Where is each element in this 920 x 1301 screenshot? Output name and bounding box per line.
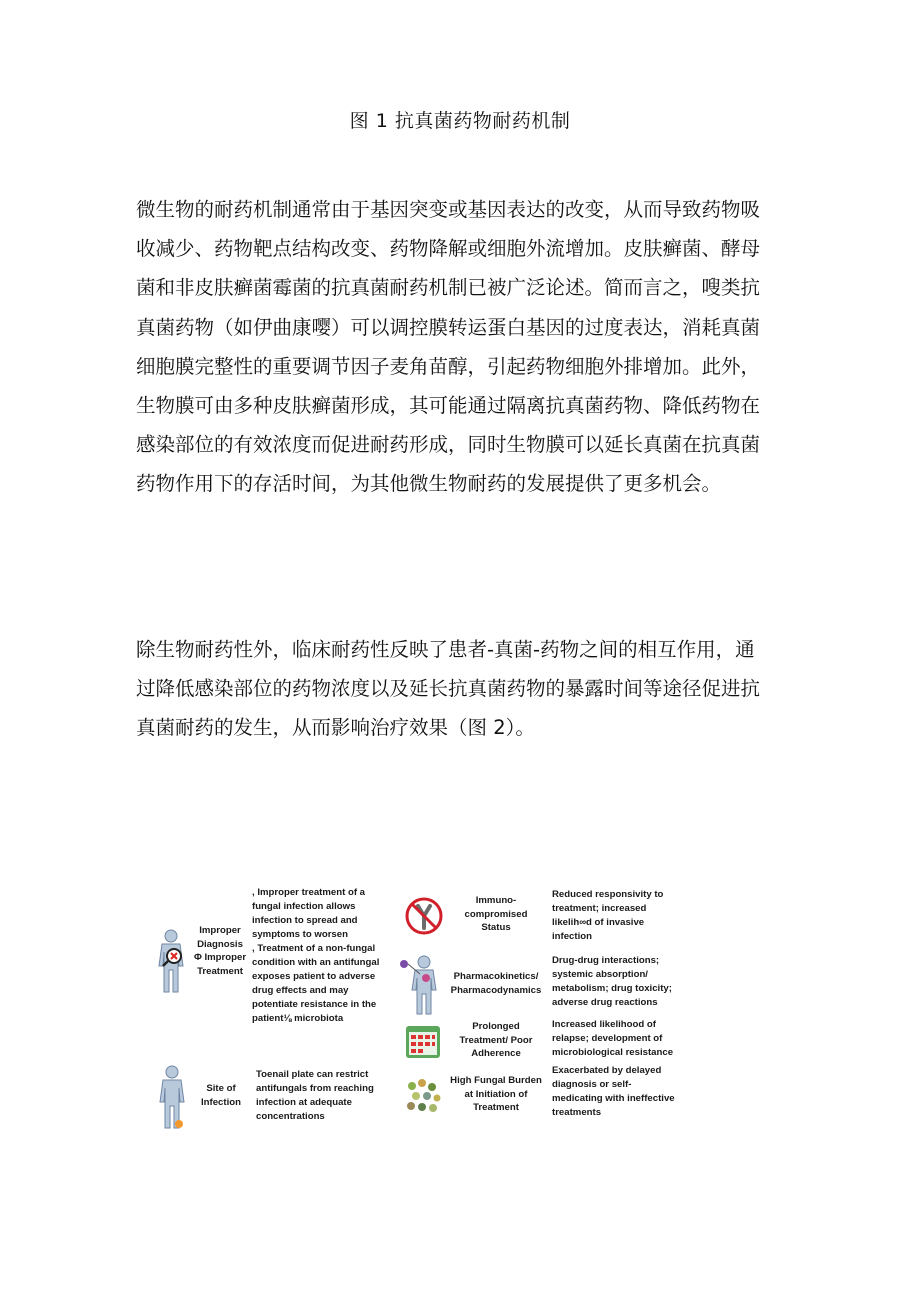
figure-desc-line: potentiate resistance in the — [252, 999, 377, 1010]
figure-label-line: Treatment/ Poor — [459, 1034, 533, 1046]
figure-label-line: Status — [481, 922, 511, 934]
paragraph-1 — [136, 190, 786, 504]
paragraph-line: 细胞膜完整性的重要调节因子麦角苗醇，引起药物细胞外排增加。此外， — [136, 354, 761, 378]
paragraph-line: 菌和非皮肤癣菌霉菌的抗真菌耐药机制已被广泛论述。简而言之，嗖类抗 — [136, 276, 761, 300]
figure-desc-line: diagnosis or self- — [552, 1079, 632, 1090]
figure-label-line: High Fungal Burden — [450, 1075, 542, 1086]
figure-desc-line: systemic absorption/ — [552, 969, 648, 980]
paragraph-line: 药物作用下的存活时间，为其他微生物耐药的发展提供了更多机会。 — [136, 472, 722, 496]
figure-desc-line: adverse drug reactions — [552, 997, 658, 1008]
paragraph-line: 生物膜可由多种皮肤癣菌形成，其可能通过隔离抗真菌药物、降低药物在 — [136, 394, 761, 418]
figure-desc-line: concentrations — [256, 1111, 325, 1122]
figure-label-line: Infection — [201, 1096, 241, 1108]
figure-desc-line: microbiological resistance — [552, 1047, 674, 1058]
figure-label-line: Φ Improper — [193, 952, 247, 964]
figure-desc-line: infection — [552, 931, 592, 942]
figure-desc-line: Toenail plate can restrict — [256, 1069, 369, 1080]
figure-label-line: Treatment — [197, 965, 243, 977]
immune-prohibited-icon — [404, 896, 444, 936]
calendar-icon — [404, 1022, 442, 1060]
figure-label-line: Immuno- — [475, 895, 517, 906]
figure-label-line: Adherence — [471, 1048, 521, 1060]
figure-desc-line: Exacerbated by delayed — [552, 1065, 662, 1076]
paragraph-line: 过降低感染部位的药物浓度以及延长抗真菌药物的暴露时间等途径促进抗 — [136, 677, 761, 701]
figure-desc-line: condition with an antifungal — [252, 957, 380, 968]
figure-desc-line: infection at adequate — [256, 1097, 352, 1108]
figure-desc-line: , Improper treatment of a — [252, 887, 366, 898]
figure-desc-line: fungal infection allows — [252, 901, 356, 912]
figure-desc-line: relapse; development of — [552, 1033, 663, 1044]
paragraph-line: 真菌耐药的发生，从而影响治疗效果（图 2）。 — [136, 716, 535, 740]
paragraph-line: 除生物耐药性外，临床耐药性反映了患者-真菌-药物之间的相互作用，通 — [136, 638, 755, 661]
figure-desc-line: metabolism; drug toxicity; — [552, 983, 672, 994]
figure-caption: 图 1 抗真菌药物耐药机制 — [349, 110, 571, 132]
paragraph-line: 微生物的耐药机制通常由于基因突变或基因表达的改变，从而导致药物吸 — [136, 198, 761, 221]
figure-desc-line: medicating with ineffective — [552, 1093, 675, 1104]
figure-desc-line: treatment; increased — [552, 903, 647, 914]
fungal-cluster-icon — [404, 1076, 444, 1116]
figure-desc-line: exposes patient to adverse — [252, 971, 376, 982]
figure-desc-line: infection to spread and — [252, 915, 358, 926]
figure-desc-line: patient⅛ microbiota — [252, 1013, 344, 1024]
figure-desc-line: treatments — [552, 1107, 602, 1118]
figure-label-line: Pharmacodynamics — [450, 984, 542, 996]
figure-desc-line: symptoms to worsen — [252, 929, 348, 940]
figure-desc-line: Increased likelihood of — [552, 1019, 656, 1030]
figure-label-line: Pharmacokinetics/ — [453, 971, 539, 982]
figure-label-line: at Initiation of — [464, 1088, 528, 1100]
figure-desc-line: Reduced responsivity to — [552, 889, 664, 900]
figure-label-line: Diagnosis — [197, 938, 243, 950]
person-magnifier-icon — [154, 928, 188, 994]
figure-label-line: Improper — [199, 925, 241, 936]
figure-desc-line: drug effects and may — [252, 985, 349, 996]
figure-label-line: Prolonged — [472, 1021, 520, 1032]
paragraph-line: 感染部位的有效浓度而促进耐药形成，同时生物膜可以延长真菌在抗真菌 — [136, 433, 761, 457]
figure-label-line: Treatment — [473, 1102, 519, 1114]
resistance-factors-figure — [150, 880, 710, 1140]
paragraph-line: 真菌药物（如伊曲康嘤）可以调控膜转运蛋白基因的过度表达，消耗真菌 — [136, 315, 761, 339]
figure-desc-line: likelih∞d of invasive — [552, 917, 645, 928]
paragraph-line: 收减少、药物靶点结构改变、药物降解或细胞外流增加。皮肤癣菌、酵母 — [136, 237, 761, 261]
paragraph-2 — [136, 630, 786, 748]
figure-desc-line: Drug-drug interactions; — [552, 955, 660, 966]
person-toe-icon — [156, 1064, 188, 1130]
figure-desc-line: antifungals from reaching — [256, 1083, 374, 1094]
person-pill-icon — [398, 954, 444, 1016]
figure-desc-line: , Treatment of a non-fungal — [252, 943, 376, 954]
figure-label-line: compromised — [464, 908, 528, 920]
figure-label-line: Site of — [206, 1083, 236, 1094]
